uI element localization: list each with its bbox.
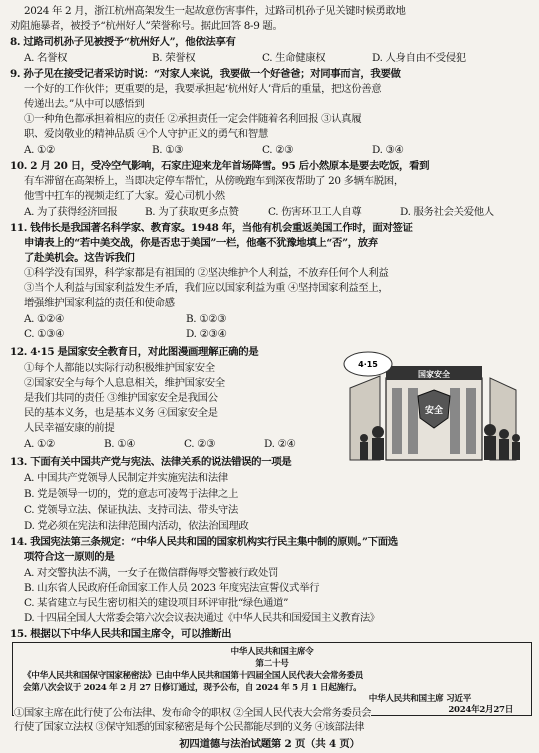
order-signer: 中华人民共和国主席 习近平 — [368, 694, 471, 704]
q14-option-a[interactable]: A. 对交警执法不满，一女子在微信群侮辱交警被行政处罚 — [24, 567, 279, 579]
q11-stem: 了赴美机会。这告诉我们 — [24, 252, 135, 264]
q10-stem: 他雪中扛车的视频走红了大家。爱心司机小然 — [24, 190, 225, 202]
q11-option-c[interactable]: C. ①③④ — [24, 328, 65, 340]
q9-option-b[interactable]: B. ①③ — [152, 144, 184, 156]
q12-option-b[interactable]: B. ①④ — [104, 438, 136, 450]
q8-option-d[interactable]: D. 人身自由不受侵犯 — [372, 52, 466, 64]
q8-option-b[interactable]: B. 荣誉权 — [152, 52, 196, 64]
intro-line: 2024 年 2 月，浙江杭州高架发生一起故意伤害事件，过路司机孙子见关键时候勇敢地 — [24, 5, 406, 17]
presidential-order-box — [12, 642, 532, 716]
q12-item: 民的基本义务，也是基本义务 ④国家安全是 — [24, 407, 218, 419]
q11-item: ①科学没有国界，科学家都是有祖国的 ②坚决维护个人利益，不放弃任何个人利益 — [24, 267, 389, 279]
q11-stem: 申请表上的“若中美交战，你是否忠于美国”一栏，他毫不犹豫地填上“否”，放弃 — [24, 237, 378, 249]
page-footer: 初四道德与法治试题第 2 页（共 4 页） — [179, 738, 360, 750]
q14-option-d[interactable]: D. 十四届全国人大常委会第六次会议表决通过《中华人民共和国爱国主义教育法》 — [24, 612, 380, 624]
q9-item: ①一种角色都承担着相应的责任 ②承担责任一定会伴随着名利回报 ③认真履 — [24, 113, 362, 125]
q10-option-a[interactable]: A. 为了获得经济回报 — [24, 206, 118, 218]
order-date: 2024年2月27日 — [448, 705, 513, 715]
q11-item: 增强维护国家利益的责任和使命感 — [24, 297, 175, 309]
q15-item: ①国家主席在此行使了公布法律、发布命令的职权 ②全国人民代表大会常务委员会 — [14, 707, 372, 719]
order-number: 第二十号 — [255, 659, 289, 669]
national-security-cartoon — [340, 348, 526, 464]
q13-option-b[interactable]: B. 党是领导一切的，党的意志可凌驾于法律之上 — [24, 488, 239, 500]
q13-stem: 13. 下面有关中国共产党与宪法、法律关系的说法错误的一项是 — [10, 456, 292, 468]
q14-option-c[interactable]: C. 某省建立与民生密切相关的建设项目环评审批“绿色通道” — [24, 597, 289, 609]
q12-item: 人民幸福安康的前提 — [24, 422, 115, 434]
q11-option-a[interactable]: A. ①②④ — [24, 313, 64, 325]
order-body: 会第八次会议于 2024 年 2 月 27 日修订通过，现予公布，自 2024 年 5 月 1 日起施行。 — [23, 683, 362, 693]
cartoon-sign-text: 安全 — [424, 406, 444, 416]
q10-option-c[interactable]: C. 伤害环卫工人自尊 — [268, 206, 362, 218]
q9-option-a[interactable]: A. ①② — [24, 144, 55, 156]
q11-option-b[interactable]: B. ①②③ — [186, 313, 227, 325]
q8-option-c[interactable]: C. 生命健康权 — [262, 52, 326, 64]
q12-item: ②国家安全与每个人息息相关，维护国家安全 — [24, 377, 225, 389]
q11-item: ③当个人利益与国家利益发生矛盾，我们应以国家利益为重 ④坚持国家利益至上， — [24, 282, 389, 294]
q9-stem: 传递出去。”从中可以感悟到 — [24, 98, 145, 110]
q10-stem: 10. 2 月 20 日，受冷空气影响，石家庄迎来龙年首场降雪。95 后小然原本是要去吃饭，看到 — [10, 160, 430, 172]
order-title: 中华人民共和国主席令 — [230, 647, 314, 657]
q9-stem: 9. 孙子见在接受记者采访时说：“对家人来说，我要做一个好爸爸；对同事而言，我要做 — [10, 68, 401, 80]
cartoon-badge: 4·15 — [358, 360, 378, 369]
q10-stem: 有车滞留在高架桥上，当即决定停车帮忙，从傍晚跑车到深夜帮助了 20 多辆车脱困， — [24, 175, 404, 187]
q10-option-b[interactable]: B. 为了获取更多点赞 — [145, 206, 239, 218]
intro-line: 劝阻施暴者，被授予“杭州好人”荣誉称号。据此回答 8-9 题。 — [10, 20, 283, 32]
q11-option-d[interactable]: D. ②③④ — [186, 328, 227, 340]
q9-option-c[interactable]: C. ②③ — [262, 144, 294, 156]
q14-stem: 项符合这一原则的是 — [24, 551, 115, 563]
q14-stem: 14. 我国宪法第三条规定：“中华人民共和国的国家机构实行民主集中制的原则。”下面选 — [10, 536, 398, 548]
q13-option-a[interactable]: A. 中国共产党领导人民制定并实施宪法和法律 — [24, 472, 228, 484]
q12-option-d[interactable]: D. ②④ — [264, 438, 296, 450]
q15-stem: 15. 根据以下中华人民共和国主席令，可以推断出 — [10, 628, 232, 640]
q13-option-d[interactable]: D. 党必须在宪法和法律范围内活动，依法治国理政 — [24, 520, 249, 532]
q12-item: 是我们共同的责任 ③维护国家安全是我国公 — [24, 392, 218, 404]
q8-stem: 8. 过路司机孙子见被授予“杭州好人”，他依法享有 — [10, 36, 236, 48]
q12-item: ①每个人都能以实际行动积极维护国家安全 — [24, 362, 215, 374]
q10-option-d[interactable]: D. 服务社会关爱他人 — [400, 206, 494, 218]
speech-bubble-icon — [344, 352, 392, 376]
q9-stem: 一个好的工作伙伴；更重要的是，我要承担起‘杭州好人’背后的重量，把这份善意 — [24, 83, 382, 95]
q13-option-c[interactable]: C. 党领导立法、保证执法、支持司法、带头守法 — [24, 504, 238, 516]
q15-item: 行使了国家立法权 ③保守知悉的国家秘密是每个公民都能尽到的义务 ④该部法律 — [14, 721, 364, 733]
q12-stem: 12. 4·15 是国家安全教育日，对此图漫画理解正确的是 — [10, 346, 259, 358]
q12-option-a[interactable]: A. ①② — [24, 438, 55, 450]
q14-option-b[interactable]: B. 山东省人民政府任命国家工作人员 2023 年度宪法宣誓仪式举行 — [24, 582, 320, 594]
order-body: 《中华人民共和国保守国家秘密法》已由中华人民共和国第十四届全国人民代表大会常务委员 — [23, 671, 364, 681]
q8-option-a[interactable]: A. 名誉权 — [24, 52, 68, 64]
q11-stem: 11. 钱伟长是我国著名科学家、教育家。1948 年，当他有机会重返美国工作时，面对签证 — [10, 222, 413, 234]
q9-option-d[interactable]: D. ③④ — [372, 144, 404, 156]
q12-option-c[interactable]: C. ②③ — [184, 438, 216, 450]
q9-item: 职、爱岗敬业的精神品质 ④个人守护正义的勇气和智慧 — [24, 128, 268, 140]
cartoon-label: 国家安全 — [418, 370, 450, 379]
